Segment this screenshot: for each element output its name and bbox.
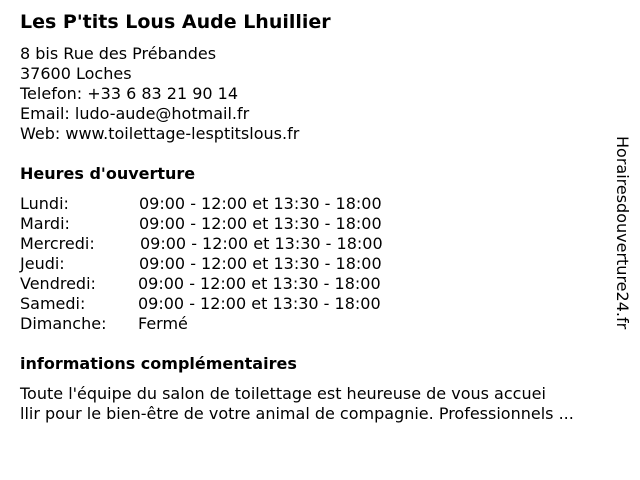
contact-block: [20, 44, 299, 144]
day-label: Lundi:: [20, 194, 69, 213]
web-text: Web: www.toilettage-lesptitslous.fr: [20, 124, 300, 143]
day-label: Samedi:: [20, 294, 86, 313]
time-value: 09:00 - 12:00 et 13:30 - 18:00: [139, 254, 382, 273]
business-name: Les P'tits Lous Aude Lhuillier: [20, 11, 331, 33]
time-value: 09:00 - 12:00 et 13:30 - 18:00: [140, 234, 383, 253]
info-title: informations complémentaires: [20, 354, 297, 373]
info-description: [20, 384, 620, 424]
time-value: 09:00 - 12:00 et 13:30 - 18:00: [138, 294, 381, 313]
email-text: Email: ludo-aude@hotmail.fr: [20, 104, 250, 123]
description-line: Toute l'équipe du salon de toilettage est heureuse de vous accuei: [20, 384, 546, 403]
time-value: 09:00 - 12:00 et 13:30 - 18:00: [139, 214, 382, 233]
address-street: 8 bis Rue des Prébandes: [20, 44, 217, 63]
phone-text: Telefon: +33 6 83 21 90 14: [20, 84, 239, 103]
site-watermark: Horairesdouverture24.fr: [613, 136, 632, 330]
day-label: Vendredi:: [20, 274, 96, 293]
address-city: 37600 Loches: [20, 64, 132, 83]
day-label: Jeudi:: [20, 254, 65, 273]
time-value: 09:00 - 12:00 et 13:30 - 18:00: [139, 194, 382, 213]
time-value: Fermé: [138, 314, 188, 333]
hours-title: Heures d'ouverture: [20, 164, 196, 183]
day-label: Mercredi:: [20, 234, 95, 253]
day-label: Mardi:: [20, 214, 70, 233]
day-label: Dimanche:: [20, 314, 107, 333]
time-value: 09:00 - 12:00 et 13:30 - 18:00: [138, 274, 381, 293]
description-line: llir pour le bien-être de votre animal de compagnie. Professionnels ...: [20, 404, 574, 423]
